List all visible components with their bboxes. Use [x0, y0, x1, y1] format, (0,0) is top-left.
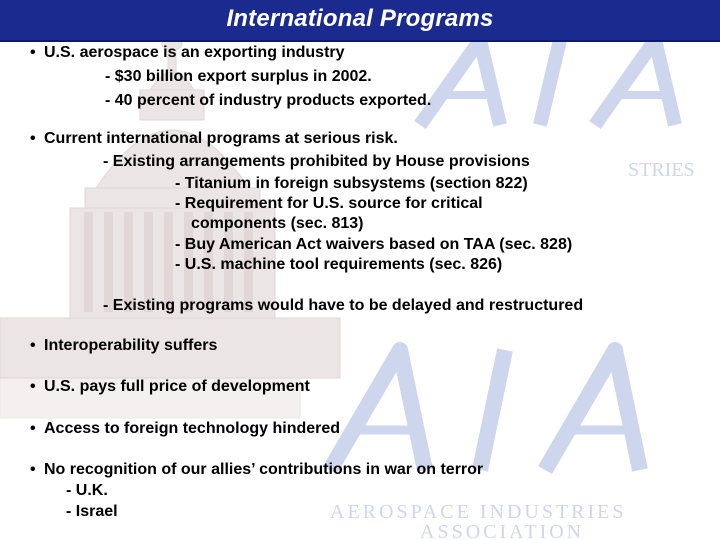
- bullet-marker: •: [30, 461, 36, 478]
- bullet-marker: •: [30, 337, 36, 354]
- watermark-line2: ASSOCIATION: [420, 521, 585, 540]
- watermark-tail-upper: STRIES: [628, 159, 695, 181]
- bullet-item: [30, 420, 340, 438]
- bullet-text: U.S. pays full price of development: [44, 378, 310, 395]
- bullet-item: [30, 44, 345, 62]
- title-bar: [0, 0, 720, 42]
- bullet-item: [30, 337, 217, 355]
- sub-sub-bullet: - Titanium in foreign subsystems (section 822): [175, 175, 528, 192]
- sub-bullet: - U.K.: [66, 482, 108, 499]
- sub-bullet: - Existing arrangements prohibited by House provisions: [103, 153, 530, 170]
- sub-sub-bullet: - Buy American Act waivers based on TAA (sec. 828): [175, 236, 573, 253]
- aia-logo-upper: [420, 40, 675, 125]
- bullet-text: U.S. aerospace is an exporting industry: [44, 44, 345, 61]
- bullet-item: [30, 461, 483, 479]
- bullet-marker: •: [30, 130, 36, 147]
- bullet-text: Current international programs at serious risk.: [44, 130, 398, 147]
- sub-bullet: - $30 billion export surplus in 2002.: [105, 68, 372, 85]
- sub-bullet: - Israel: [66, 503, 118, 520]
- bullet-item: [30, 378, 310, 396]
- bullet-text: Interoperability suffers: [44, 337, 218, 354]
- bullet-text: No recognition of our allies’ contributions in war on terror: [44, 461, 484, 478]
- bullet-marker: •: [30, 44, 36, 61]
- aia-logo-lower: [330, 350, 640, 470]
- bullet-marker: •: [30, 378, 36, 395]
- sub-sub-bullet-continued: components (sec. 813): [191, 215, 364, 232]
- sub-bullet: - 40 percent of industry products exported.: [105, 92, 432, 109]
- bullet-text: Access to foreign technology hindered: [44, 420, 341, 437]
- bullet-item: [30, 130, 398, 148]
- watermark-line1: AEROSPACE INDUSTRIES: [330, 501, 627, 523]
- sub-sub-bullet: - Requirement for U.S. source for critical: [175, 195, 483, 212]
- slide-title: International Programs: [226, 5, 494, 32]
- sub-sub-bullet: - U.S. machine tool requirements (sec. 826): [175, 256, 503, 273]
- bullet-marker: •: [30, 420, 36, 437]
- sub-bullet: - Existing programs would have to be delayed and restructured: [103, 297, 584, 314]
